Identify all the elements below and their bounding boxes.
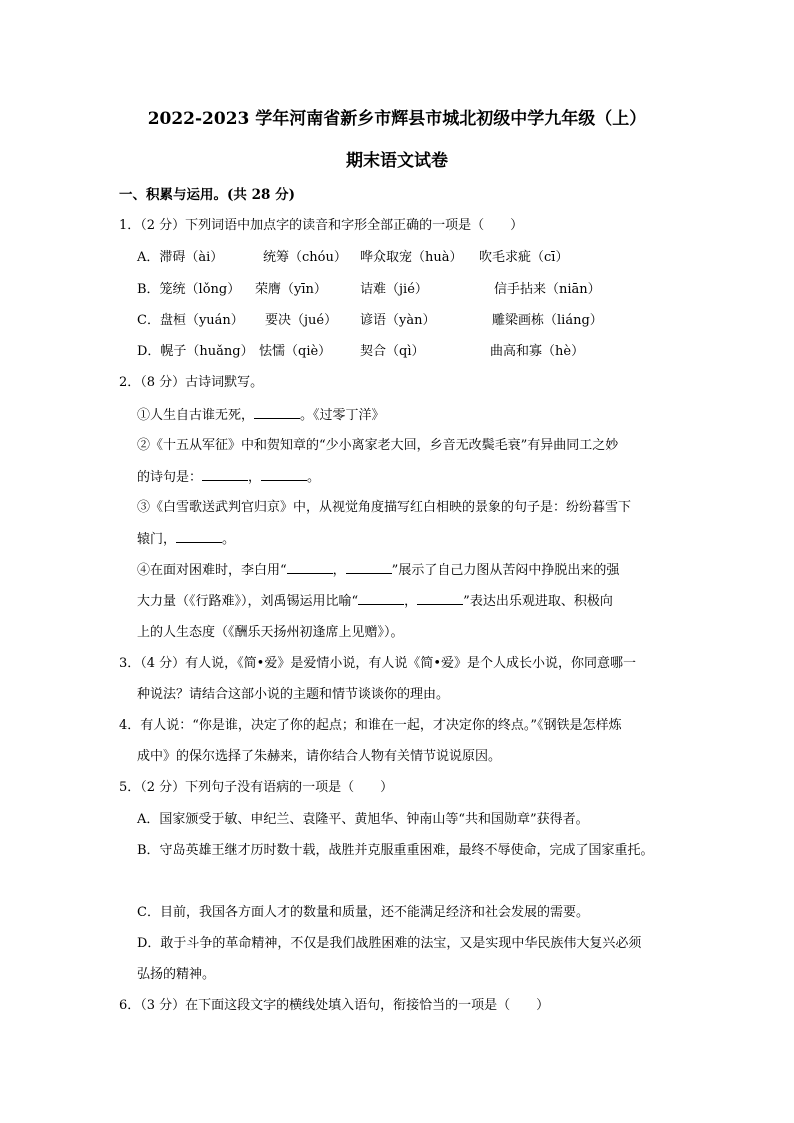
q1-option-a-word4: 吹毛求疵（cī） [479,250,569,265]
q2-line6-end: ”展示了自己力图从苦闷中挣脱出来的强 [391,563,620,578]
q1-option-a-word2: 统筹（chóu） [263,250,347,265]
q5-option-d-line1: D．敢于斗争的革命精神，不仅是我们战胜困难的法宝，又是实现中华民族伟大复兴必须 [137,936,642,951]
q1-option-b-word4: 信手拈来（niān） [494,282,601,297]
q3-line2: 种说法？请结合这部小说的主题和情节谈谈你的理由。 [137,687,450,702]
q2-line7-text: 大力量（《行路难》），刘禹锡运用比喻“ [137,594,359,609]
q1-option-b: B．笼统（lǒng） [137,282,241,297]
answer-blank[interactable] [287,561,333,574]
q4-line2: 成中》的保尔选择了朱赫来，请你结合人物有关情节说说原因。 [137,749,502,764]
q1-option-a: A．滞碍（ài） [137,250,224,265]
q1-option-d: D．幌子（huǎng） [137,344,254,359]
q1-option-c-word4: 雕梁画栋（liáng） [492,313,603,328]
q2-line7 [137,592,613,611]
q1-option-d-word4: 曲高和寡（hè） [490,344,585,359]
q2-line1 [137,406,385,425]
q3-line1: 3．（4 分）有人说，《简•爱》是爱情小说，有人说《简•爱》是个人成长小说，你同意哪一 [119,656,637,671]
q5-option-c: C．目前，我国各方面人才的数量和质量，还不能满足经济和社会发展的需要。 [137,905,589,920]
q5-option-d-line2: 弘扬的精神。 [137,967,216,982]
q2-stem: 2．（8 分）古诗词默写。 [119,375,264,390]
q1-option-d-word2: 怯懦（qiè） [259,344,332,359]
q1-option-c-word3: 谚语（yàn） [360,313,436,328]
q1-option-d-word3: 契合（qì） [360,344,425,359]
section-heading: 一、积累与运用。(共 28 分) [119,187,295,203]
q2-line5 [137,530,235,549]
q2-line5-text: 辕门， [137,532,177,547]
q2-line6 [137,561,619,580]
q2-line1-text: ①人生自古谁无死， [137,408,255,423]
q1-option-a-word3: 哗众取宠（huà） [360,250,463,265]
q1-stem: 1．（2 分）下列词语中加点字的读音和字形全部正确的一项是（ ） [119,218,524,233]
q1-option-c-word2: 要决（jué） [265,313,338,328]
q4-line1: 4．有人说：“你是谁，决定了你的起点；和谁在一起，才决定你的终点。”《钢铁是怎样炼 [119,718,622,733]
q2-line3-end: 。 [307,470,321,485]
answer-blank[interactable] [358,592,404,605]
q2-line5-end: 。 [222,532,236,547]
q2-line2: ②《十五从军征》中和贺知章的“少小离家老大回，乡音无改鬓毛衰”有异曲同工之妙 [137,438,619,453]
q1-option-b-word2: 荣膺（yīn） [255,282,327,297]
q2-line3-comma: ， [248,470,262,485]
q2-line4: ③《白雪歌送武判官归京》中，从视觉角度描写红白相映的景象的句子是：纷纷暮雪下 [137,500,632,515]
q1-option-b-word3: 诘难（jié） [360,282,428,297]
q5-stem: 5．（2 分）下列句子没有语病的一项是（ ） [119,780,394,795]
q2-line1-source: 。《过零丁洋》 [300,408,385,423]
q1-option-c: C．盘桓（yuán） [137,313,244,328]
exam-title-line1: 2022-2023 学年河南省新乡市辉县市城北初级中学九年级（上） [147,109,647,129]
q2-line3 [137,468,320,487]
q2-line6-comma: ， [332,563,346,578]
answer-blank[interactable] [417,592,463,605]
answer-blank[interactable] [254,406,300,419]
exam-title-line2: 期末语文试卷 [346,151,448,171]
answer-blank[interactable] [346,561,392,574]
q5-option-a: A．国家颁受于敏、申纪兰、袁隆平、黄旭华、钟南山等“共和国勋章”获得者。 [137,812,589,827]
answer-blank[interactable] [202,468,248,481]
answer-blank[interactable] [261,468,307,481]
q2-line3-text: 的诗句是： [137,470,203,485]
answer-blank[interactable] [176,530,222,543]
q6-stem: 6．（3 分）在下面这段文字的横线处填入语句，衔接恰当的一项是（ ） [119,998,550,1013]
q5-option-b: B．守岛英雄王继才历时数十载，战胜并克服重重困难，最终不辱使命，完成了国家重托。 [137,843,654,858]
q2-line7-end: ”表达出乐观进取、积极向 [463,594,613,609]
q2-line7-comma: ， [404,594,418,609]
q2-line8: 上的人生态度（《酬乐天扬州初逢席上见赠》）。 [137,625,404,640]
q2-line6-text: ④在面对困难时，李白用“ [137,563,287,578]
